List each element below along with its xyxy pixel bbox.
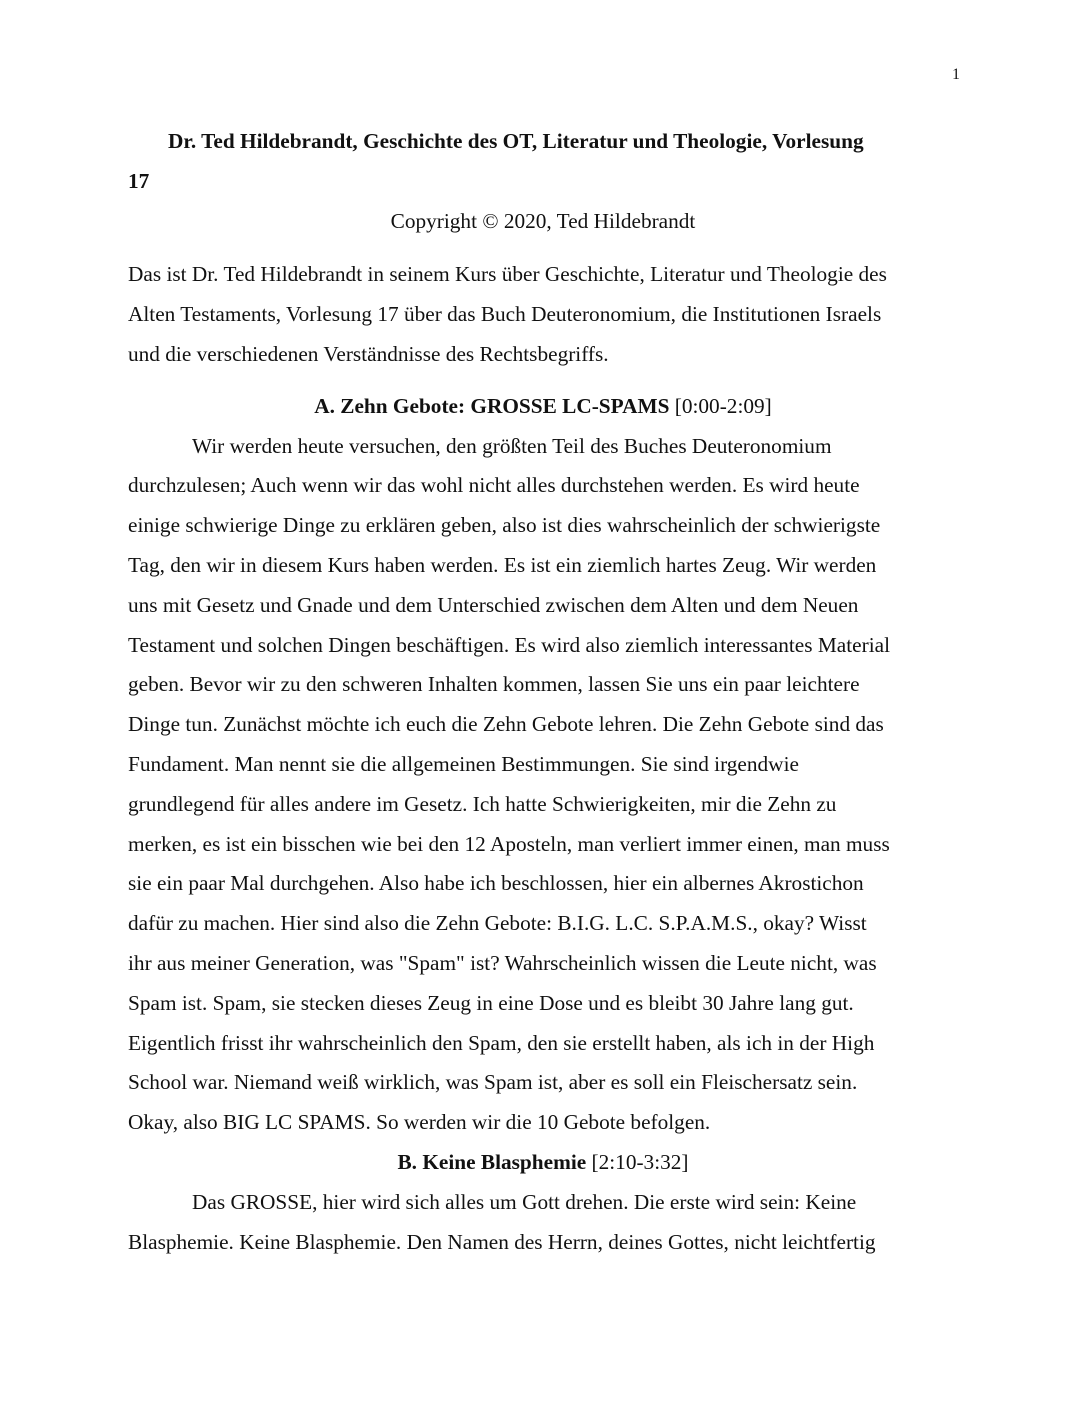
section-a-paragraph — [128, 427, 958, 1143]
text-line: merken, es ist ein bisschen wie bei den 12 Aposteln, man verliert immer einen, man muss — [128, 831, 890, 856]
section-heading-a — [128, 387, 958, 427]
document-body — [128, 122, 958, 1262]
page-number: 1 — [952, 66, 960, 83]
text-line: School war. Niemand weiß wirklich, was Spam ist, aber es soll ein Fleischersatz sein. — [128, 1070, 858, 1095]
document-title: Dr. Ted Hildebrandt, Geschichte des OT, Literatur und Theologie, Vorlesung — [168, 129, 864, 153]
text-line: ihr aus meiner Generation, was "Spam" ist? Wahrscheinlich wissen die Leute nicht, was — [128, 950, 877, 975]
text-line: Testament und solchen Dingen beschäftigen. Es wird also ziemlich interessantes Material — [128, 632, 891, 657]
section-timestamp: [0:00-2:09] — [674, 393, 772, 418]
text-line: Okay, also BIG LC SPAMS. So werden wir die 10 Gebote befolgen. — [128, 1110, 711, 1135]
text-line: Alten Testaments, Vorlesung 17 über das Buch Deuteronomium, die Institutionen Israels — [128, 302, 882, 327]
section-timestamp: [2:10-3:32] — [591, 1149, 689, 1174]
text-line: Das ist Dr. Ted Hildebrandt in seinem Kurs über Geschichte, Literatur und Theologie des — [128, 262, 887, 287]
text-line: Spam ist. Spam, sie stecken dieses Zeug in eine Dose und es bleibt 30 Jahre lang gut. — [128, 990, 854, 1015]
copyright-line: Copyright © 2020, Ted Hildebrandt — [390, 208, 696, 233]
document-title-continuation: 17 — [128, 168, 150, 193]
text-line: Eigentlich frisst ihr wahrscheinlich den Spam, den sie erstellt haben, als ich in der High — [128, 1030, 875, 1055]
text-line: Das GROSSE, hier wird sich alles um Gott drehen. Die erste wird sein: Keine — [192, 1189, 857, 1214]
text-line: Tag, den wir in diesem Kurs haben werden. Es ist ein ziemlich hartes Zeug. Wir werden — [128, 552, 877, 577]
text-line: dafür zu machen. Hier sind also die Zehn Gebote: B.I.G. L.C. S.P.A.M.S., okay? Wisst — [128, 911, 867, 936]
text-line: durchzulesen; Auch wenn wir das wohl nicht alles durchstehen werden. Es wird heute — [128, 473, 860, 498]
section-heading-title: A. Zehn Gebote: GROSSE LC-SPAMS — [314, 393, 670, 418]
text-line: einige schwierige Dinge zu erklären geben, also ist dies wahrscheinlich der schwierigste — [128, 513, 881, 538]
section-heading-title: B. Keine Blasphemie — [397, 1149, 587, 1174]
section-b-paragraph — [128, 1183, 958, 1263]
text-line: uns mit Gesetz und Gnade und dem Unterschied zwischen dem Alten und dem Neuen — [128, 592, 859, 617]
text-line: und die verschiedenen Verständnisse des Rechtsbegriffs. — [128, 341, 609, 366]
text-line: grundlegend für alles andere im Gesetz. Ich hatte Schwierigkeiten, mir die Zehn zu — [128, 791, 837, 816]
text-line: Blasphemie. Keine Blasphemie. Den Namen des Herrn, deines Gottes, nicht leichtfertig — [128, 1229, 876, 1254]
text-line: Wir werden heute versuchen, den größten Teil des Buches Deuteronomium — [192, 433, 832, 458]
text-line: geben. Bevor wir zu den schweren Inhalten kommen, lassen Sie uns ein paar leichtere — [128, 672, 860, 697]
text-line: Fundament. Man nennt sie die allgemeinen Bestimmungen. Sie sind irgendwie — [128, 751, 799, 776]
text-line: Dinge tun. Zunächst möchte ich euch die Zehn Gebote lehren. Die Zehn Gebote sind das — [128, 712, 884, 737]
section-heading-b — [128, 1143, 958, 1183]
intro-paragraph — [128, 255, 958, 374]
text-line: sie ein paar Mal durchgehen. Also habe ich beschlossen, hier ein albernes Akrostichon — [128, 871, 864, 896]
